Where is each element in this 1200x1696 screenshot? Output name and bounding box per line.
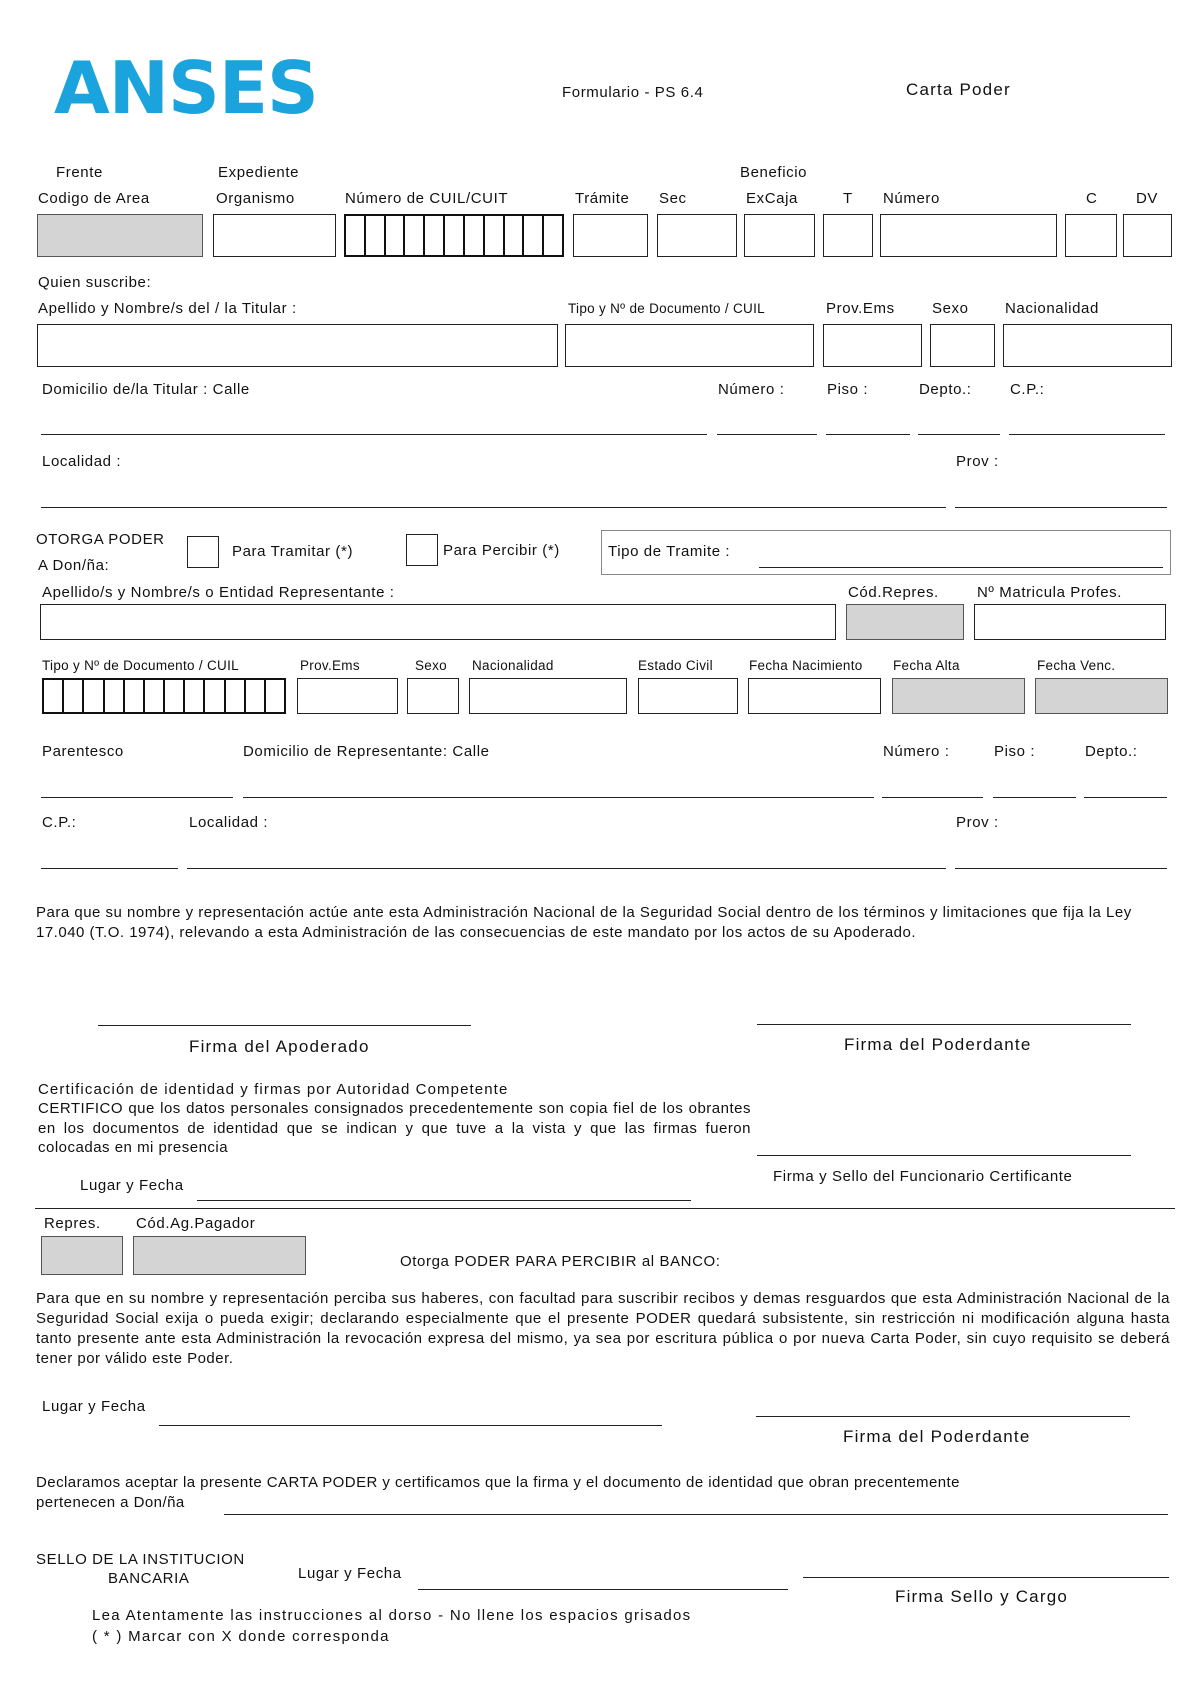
label-para-percibir: Para Percibir (*) [443,542,560,559]
label-matricula: Nº Matricula Profes. [977,584,1123,601]
sexo-titular-field[interactable] [930,324,995,367]
nacionalidad-representante-field[interactable] [469,678,627,714]
label-beneficio: Beneficio [740,164,808,181]
label-repres: Repres. [44,1215,101,1232]
cp-titular-line[interactable] [1009,434,1165,435]
numero-titular-line[interactable] [717,434,817,435]
cod-repres-field [846,604,964,640]
label-c: C [1086,190,1098,207]
firma-apoderado-line[interactable] [98,1025,471,1026]
fecha-venc-field [1035,678,1168,714]
anses-logo: ANSES [54,46,318,130]
prov-titular-line[interactable] [955,507,1167,508]
tipo-doc-titular-field[interactable] [565,324,814,367]
label-nacionalidad-titular: Nacionalidad [1005,300,1099,317]
para-tramitar-checkbox[interactable] [187,536,219,568]
label-fecha-alta: Fecha Alta [893,658,960,673]
apellido-nombre-representante-field[interactable] [40,604,836,640]
label-frente: Frente [56,164,103,181]
cp-representante-line[interactable] [41,868,178,869]
lugar-fecha-cert-line[interactable] [197,1200,691,1201]
fecha-alta-field [892,678,1025,714]
label-fecha-nacimiento: Fecha Nacimiento [749,658,863,673]
label-cp-titular: C.P.: [1010,381,1045,398]
nacionalidad-titular-field[interactable] [1003,324,1172,367]
organismo-field[interactable] [213,214,336,257]
label-tipo-tramite: Tipo de Tramite : [608,543,731,560]
label-piso-representante: Piso : [994,743,1036,760]
label-firma-funcionario: Firma y Sello del Funcionario Certificante [773,1168,1073,1185]
label-firma-poderdante: Firma del Poderdante [844,1035,1032,1054]
apellido-nombre-titular-field[interactable] [37,324,558,367]
label-lugar-fecha-banco-2: Lugar y Fecha [298,1565,402,1582]
tipo-doc-representante-field[interactable] [42,678,286,714]
label-firma-apoderado: Firma del Apoderado [189,1037,370,1056]
codigo-area-field [37,214,203,257]
firma-poderdante-banco-line[interactable] [756,1416,1130,1417]
label-localidad-titular: Localidad : [42,453,122,470]
prov-ems-representante-field[interactable] [297,678,398,714]
pertenecen-don-line[interactable] [224,1514,1168,1515]
para-percibir-checkbox[interactable] [406,534,438,566]
label-cod-ag-pagador: Cód.Ag.Pagador [136,1215,256,1232]
numero-beneficio-field[interactable] [880,214,1057,257]
matricula-field[interactable] [974,604,1166,640]
tipo-tramite-line[interactable] [759,567,1163,568]
label-prov-ems-titular: Prov.Ems [826,300,895,317]
label-sexo-titular: Sexo [932,300,969,317]
depto-representante-line[interactable] [1084,797,1167,798]
label-para-tramitar: Para Tramitar (*) [232,543,354,560]
label-domicilio-titular: Domicilio de/la Titular : Calle [42,381,250,398]
t-field[interactable] [823,214,873,257]
piso-titular-line[interactable] [826,434,910,435]
estado-civil-field[interactable] [638,678,738,714]
label-apellido-nombre-representante: Apellido/s y Nombre/s o Entidad Representante : [42,584,395,601]
marcar-note: ( * ) Marcar con X donde corresponda [92,1628,390,1645]
label-nacionalidad-representante: Nacionalidad [472,658,554,673]
piso-representante-line[interactable] [993,797,1076,798]
firma-funcionario-line[interactable] [757,1155,1131,1156]
label-lugar-fecha-cert: Lugar y Fecha [80,1177,184,1194]
label-cp-representante: C.P.: [42,814,77,831]
localidad-titular-line[interactable] [41,507,946,508]
label-prov-ems-representante: Prov.Ems [300,658,360,673]
declaramos-text: Declaramos aceptar la presente CARTA PODER y certificamos que la firma y el documento de identidad que obran precentemente [36,1474,960,1491]
label-tramite: Trámite [575,190,630,207]
label-localidad-representante: Localidad : [189,814,269,831]
representacion-clause: Para que su nombre y representación actúe ante esta Administración Nacional de la Seguridad Social dentro de los términos y limitaciones que fija la Ley 17.040 (T.O. 1974), relevando a esta Administración de las consecuencias de este mandato por los actos de su Apoderado. [36,904,1132,941]
label-tipo-doc-representante: Tipo y Nº de Documento / CUIL [42,658,239,673]
domicilio-titular-line[interactable] [41,434,707,435]
certificacion-text: CERTIFICO que los datos personales consignados precedentemente son copia fiel de los obrantes en los documentos de identidad que se indican y que tuve a la vista y que las firmas fueron colocadas en mi presencia [38,1100,751,1156]
dv-field[interactable] [1123,214,1172,257]
excaja-field[interactable] [744,214,815,257]
label-a-don: A Don/ña: [38,557,110,574]
label-numero-titular: Número : [718,381,785,398]
label-numero-beneficio: Número [883,190,940,207]
form-code: Formulario - PS 6.4 [562,84,704,101]
label-tipo-doc-titular: Tipo y Nº de Documento / CUIL [568,301,765,316]
prov-ems-titular-field[interactable] [823,324,922,367]
label-lugar-fecha-banco: Lugar y Fecha [42,1398,146,1415]
firma-poderdante-line[interactable] [757,1024,1131,1025]
label-sexo-representante: Sexo [415,658,447,673]
label-excaja: ExCaja [746,190,798,207]
lugar-fecha-banco-line[interactable] [159,1425,662,1426]
label-firma-poderdante-banco: Firma del Poderdante [843,1427,1031,1446]
label-apellido-nombre-titular: Apellido y Nombre/s del / la Titular : [38,300,297,317]
localidad-representante-line[interactable] [187,868,946,869]
label-piso-titular: Piso : [827,381,869,398]
label-otorga-poder: OTORGA PODER [36,531,165,548]
percibir-clause: Para que en su nombre y representación perciba sus haberes, con facultad para suscribir recibos y demas resguardos que esta Administración Nacional de la Seguridad Social exija o pueda exigir; declarando especialmente que el presente PODER quedará subsistente, sin restricción ni modificación alguna hasta tanto presente ante esta Administración la revocación expresa del mismo, ya sea por escritura pública o por nueva Carta Poder, sin cuyo requisito se deberá tener por válido este Poder. [36,1290,1170,1367]
domicilio-representante-line[interactable] [243,797,874,798]
label-sec: Sec [659,190,687,207]
label-cod-repres: Cód.Repres. [848,584,939,601]
tramite-field[interactable] [573,214,648,257]
label-depto-representante: Depto.: [1085,743,1138,760]
label-numero-representante: Número : [883,743,950,760]
c-field[interactable] [1065,214,1117,257]
numero-representante-line[interactable] [882,797,983,798]
label-t: T [843,190,853,207]
label-estado-civil: Estado Civil [638,658,713,673]
pertenecen-text: pertenecen a Don/ña [36,1494,185,1511]
label-firma-sello-cargo: Firma Sello y Cargo [895,1587,1069,1606]
label-domicilio-representante: Domicilio de Representante: Calle [243,743,490,760]
label-sello-institucion: SELLO DE LA INSTITUCION [36,1551,245,1568]
cod-ag-pagador-field [133,1236,306,1275]
label-cuil: Número de CUIL/CUIT [345,190,509,207]
label-otorga-banco: Otorga PODER PARA PERCIBIR al BANCO: [400,1253,721,1270]
label-bancaria: BANCARIA [108,1570,190,1587]
label-prov-representante: Prov : [956,814,999,831]
parentesco-line[interactable] [41,797,233,798]
firma-sello-cargo-line[interactable] [803,1577,1169,1578]
label-parentesco: Parentesco [42,743,124,760]
label-depto-titular: Depto.: [919,381,972,398]
label-quien-suscribe: Quien suscribe: [38,274,152,291]
label-fecha-venc: Fecha Venc. [1037,658,1116,673]
label-organismo: Organismo [216,190,295,207]
instrucciones-note: Lea Atentamente las instrucciones al dorso - No llene los espacios grisados [92,1607,692,1624]
label-prov-titular: Prov : [956,453,999,470]
sexo-representante-field[interactable] [407,678,459,714]
depto-titular-line[interactable] [918,434,1000,435]
fecha-nacimiento-field[interactable] [748,678,881,714]
certificacion-title: Certificación de identidad y firmas por Autoridad Competente [38,1081,509,1098]
form-title: Carta Poder [906,80,1011,99]
cuil-field[interactable] [344,214,564,257]
label-expediente: Expediente [218,164,300,181]
repres-field [41,1236,123,1275]
section-divider [35,1208,1175,1209]
prov-representante-line[interactable] [955,868,1167,869]
label-dv: DV [1136,190,1159,207]
label-codigo-area: Codigo de Area [38,190,150,207]
sec-field[interactable] [657,214,737,257]
lugar-fecha-banco-2-line[interactable] [418,1589,788,1590]
